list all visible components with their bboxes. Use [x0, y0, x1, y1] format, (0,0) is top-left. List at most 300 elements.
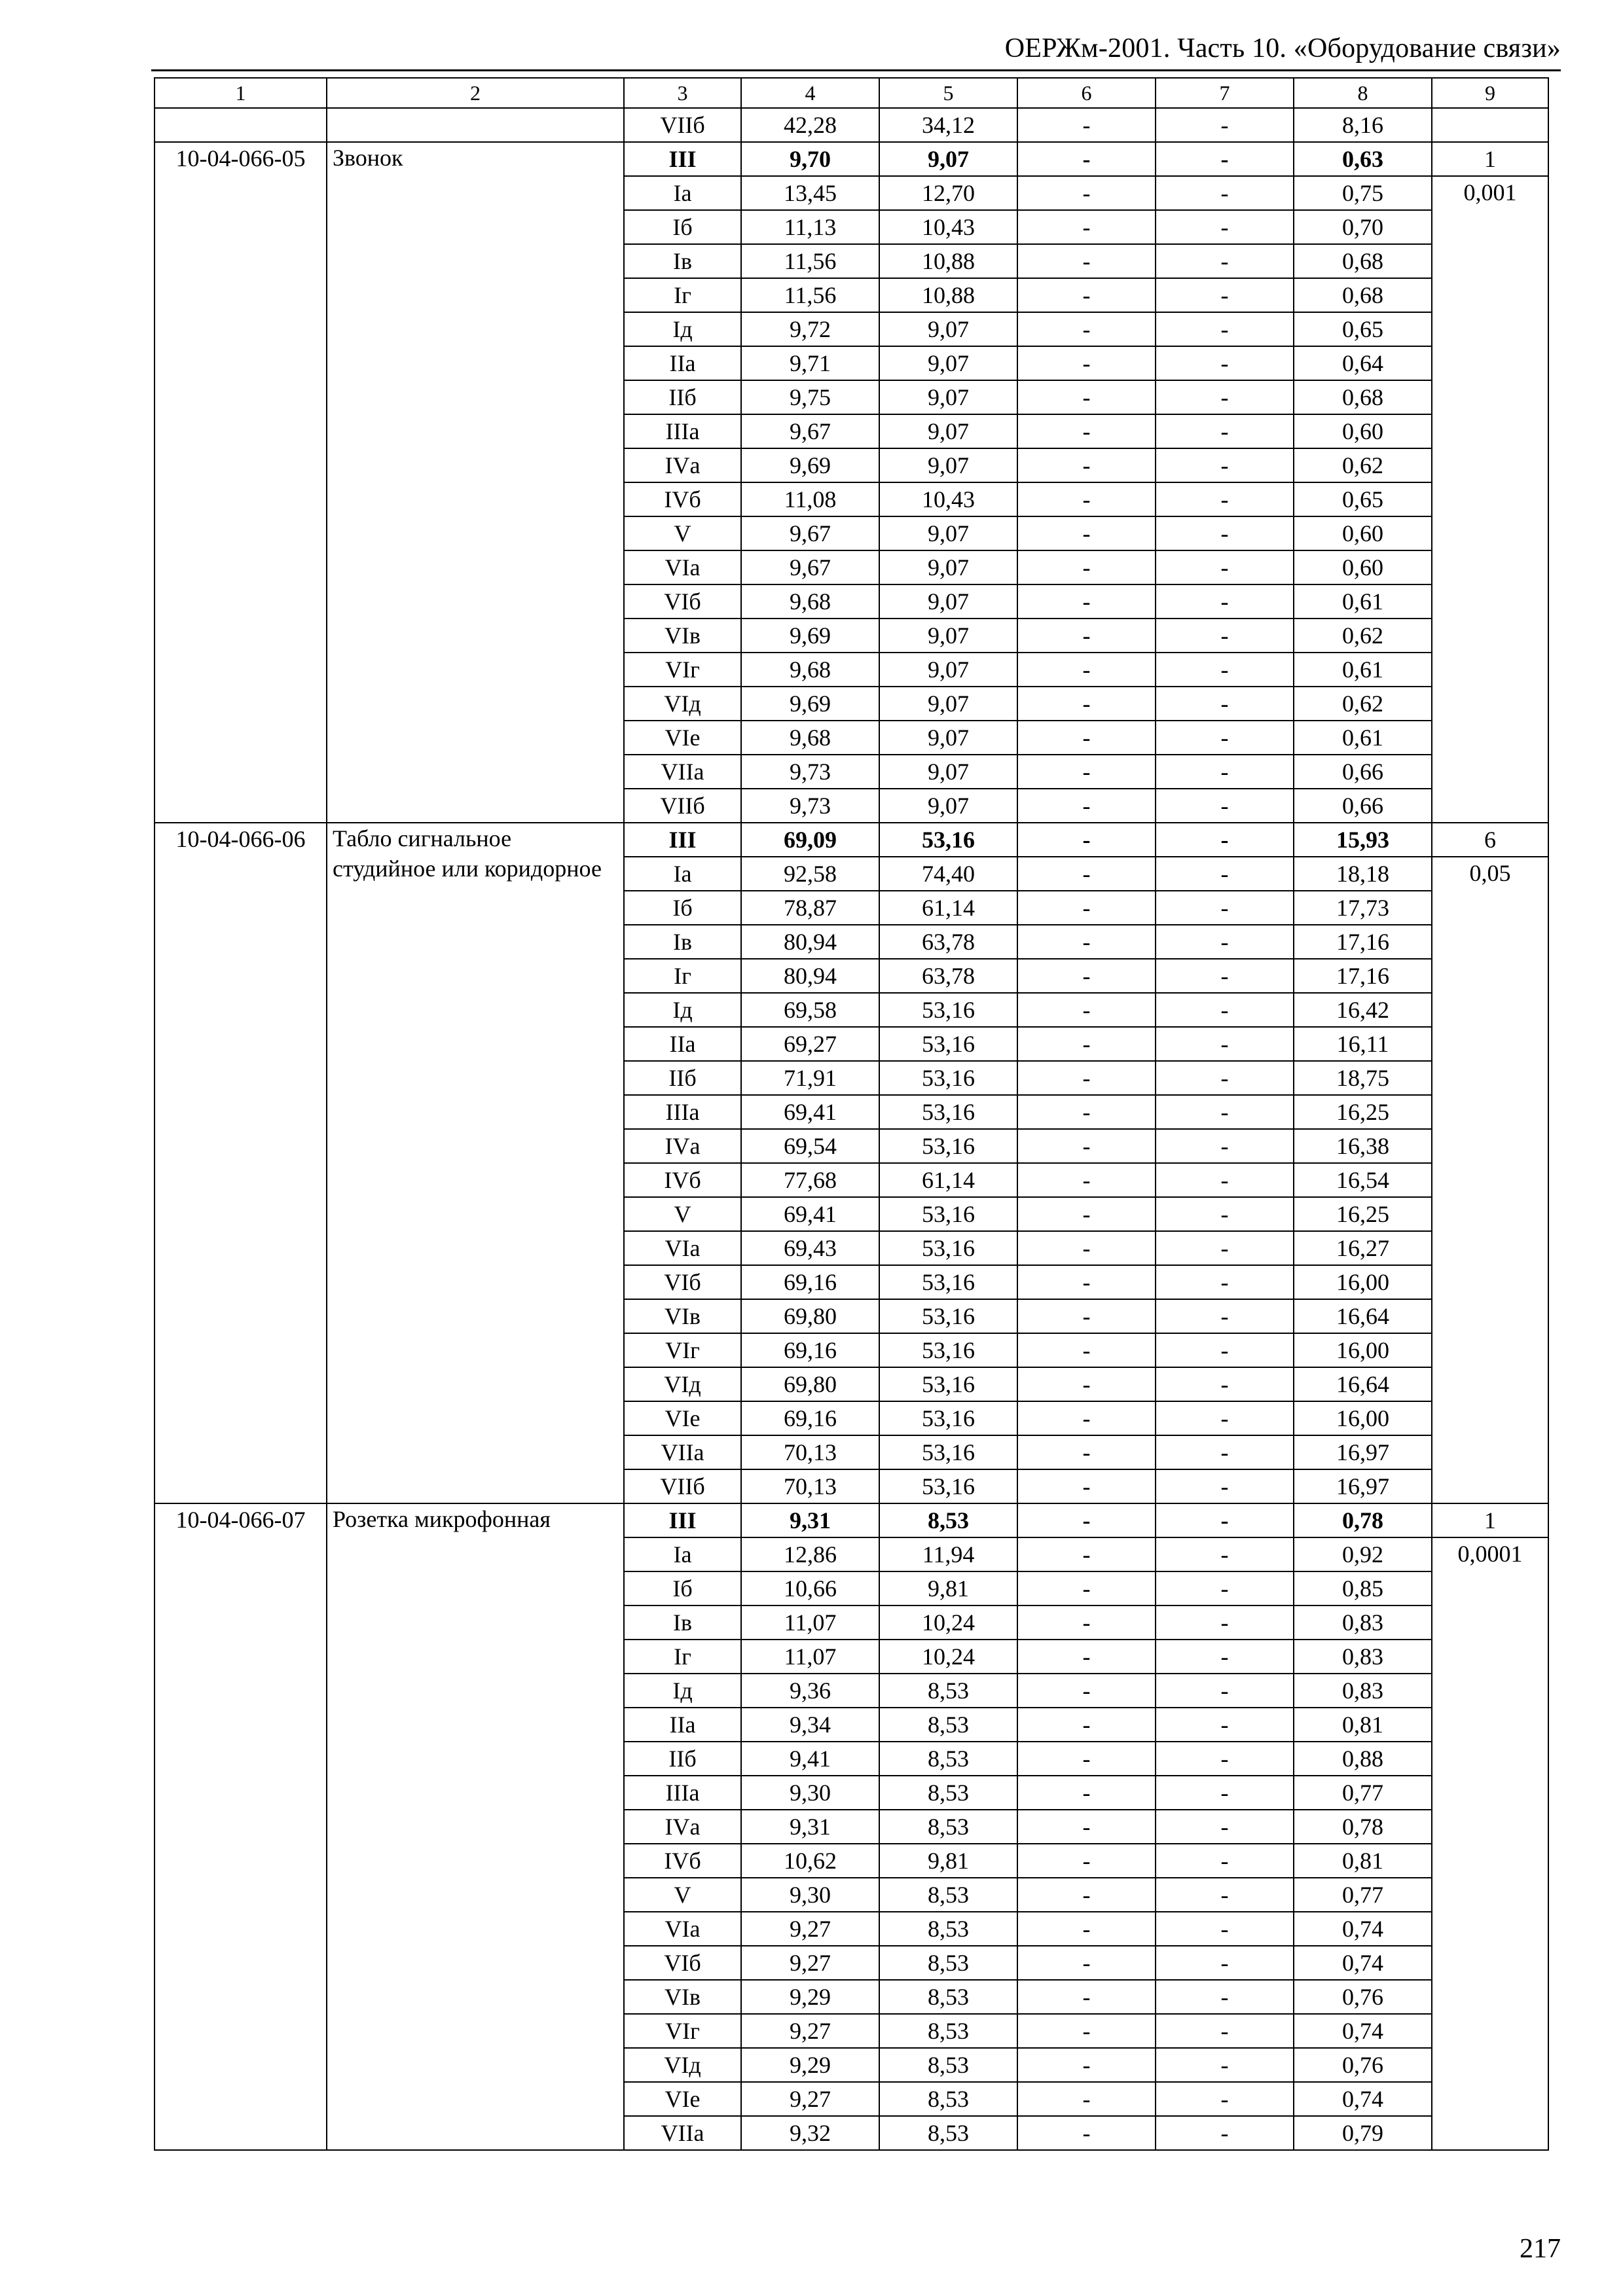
value-cell: 11,13 [741, 210, 879, 244]
value-cell: 69,41 [741, 1095, 879, 1129]
column-number: 1 [155, 78, 327, 108]
name-cell [327, 108, 624, 142]
value-cell: - [1017, 755, 1156, 789]
value-cell: 0,78 [1294, 1503, 1432, 1537]
value-cell: IVа [624, 1129, 741, 1163]
value-cell: - [1017, 2116, 1156, 2150]
value-cell: - [1156, 1674, 1294, 1708]
value-cell: 69,54 [741, 1129, 879, 1163]
value-cell: 0,60 [1294, 516, 1432, 550]
value-cell: IVб [624, 1163, 741, 1197]
column-number-row [155, 78, 1548, 108]
rate-name: Табло сигнальное студийное или коридорное [327, 823, 624, 1503]
value-cell: 53,16 [879, 1299, 1017, 1333]
value-cell: 69,80 [741, 1299, 879, 1333]
value-cell: 0,65 [1294, 482, 1432, 516]
rate-code: 10-04-066-07 [155, 1503, 327, 2150]
value-cell: 9,07 [879, 653, 1017, 687]
value-cell: - [1156, 1163, 1294, 1197]
value-cell: 8,53 [879, 1742, 1017, 1776]
value-cell: 0,61 [1294, 653, 1432, 687]
value-cell: 9,07 [879, 550, 1017, 584]
value-cell: 0,74 [1294, 1912, 1432, 1946]
value-cell: 10,43 [879, 210, 1017, 244]
value-cell: 53,16 [879, 1129, 1017, 1163]
value-cell: - [1017, 891, 1156, 925]
value-cell: 9,69 [741, 619, 879, 653]
value-cell: 9,07 [879, 448, 1017, 482]
value-cell: 11,08 [741, 482, 879, 516]
value-cell: 9,27 [741, 2014, 879, 2048]
value-cell: 9,29 [741, 1980, 879, 2014]
value-cell: 9,69 [741, 448, 879, 482]
value-cell: 16,25 [1294, 1197, 1432, 1231]
value-cell: 8,53 [879, 2048, 1017, 2082]
value-cell: 8,53 [879, 2116, 1017, 2150]
value-cell: 9,75 [741, 380, 879, 414]
value-cell: - [1156, 1197, 1294, 1231]
value-cell: - [1156, 687, 1294, 721]
value-cell: VIIа [624, 1435, 741, 1469]
value-cell: 9,30 [741, 1776, 879, 1810]
value-cell: 16,42 [1294, 993, 1432, 1027]
value-cell: VIа [624, 1912, 741, 1946]
rate-code: 10-04-066-05 [155, 142, 327, 823]
value-cell: VIе [624, 721, 741, 755]
value-cell: VIг [624, 1333, 741, 1367]
value-cell: - [1156, 823, 1294, 857]
value-cell: 92,58 [741, 857, 879, 891]
value-cell: - [1017, 584, 1156, 619]
column-number: 6 [1017, 78, 1156, 108]
value-cell: - [1156, 550, 1294, 584]
value-cell: IIб [624, 1061, 741, 1095]
value-cell: - [1156, 1061, 1294, 1095]
value-cell: Iб [624, 1571, 741, 1605]
value-cell: 10,66 [741, 1571, 879, 1605]
value-cell: 16,00 [1294, 1333, 1432, 1367]
value-cell: 9,41 [741, 1742, 879, 1776]
value-cell: - [1156, 414, 1294, 448]
column-number: 8 [1294, 78, 1432, 108]
value-cell: 16,00 [1294, 1401, 1432, 1435]
value-cell: 12,86 [741, 1537, 879, 1571]
value-cell: VIб [624, 1265, 741, 1299]
value-cell: VIв [624, 1299, 741, 1333]
value-cell: - [1156, 1435, 1294, 1469]
value-cell: 9,07 [879, 584, 1017, 619]
value-cell: 8,53 [879, 2082, 1017, 2116]
value-cell: - [1156, 959, 1294, 993]
value-cell: 0,62 [1294, 619, 1432, 653]
value-cell: VIе [624, 2082, 741, 2116]
value-cell: 8,53 [879, 1503, 1017, 1537]
value-cell: 63,78 [879, 959, 1017, 993]
value-cell: - [1156, 108, 1294, 142]
value-cell: - [1156, 653, 1294, 687]
value-cell: - [1156, 1980, 1294, 2014]
value-cell: - [1017, 993, 1156, 1027]
value-cell: 9,31 [741, 1810, 879, 1844]
value-cell: - [1017, 1163, 1156, 1197]
value-cell: - [1156, 619, 1294, 653]
value-cell: - [1017, 244, 1156, 278]
value-cell: 9,68 [741, 721, 879, 755]
value-cell: - [1156, 210, 1294, 244]
value-cell: 0,74 [1294, 2014, 1432, 2048]
value-cell: VIIа [624, 755, 741, 789]
value-cell: - [1156, 312, 1294, 346]
value-cell: - [1017, 653, 1156, 687]
value-cell: 53,16 [879, 1333, 1017, 1367]
value-cell: 9,07 [879, 346, 1017, 380]
column-number: 4 [741, 78, 879, 108]
value-cell: 0,60 [1294, 414, 1432, 448]
value-cell: 9,67 [741, 414, 879, 448]
value-cell: - [1156, 2048, 1294, 2082]
value-cell: 0,70 [1294, 210, 1432, 244]
value-cell: 0,88 [1294, 1742, 1432, 1776]
value-cell: - [1017, 1503, 1156, 1537]
value-cell: 63,78 [879, 925, 1017, 959]
value-cell: 8,53 [879, 1946, 1017, 1980]
column-number: 2 [327, 78, 624, 108]
value-cell: 16,27 [1294, 1231, 1432, 1265]
value-cell: 10,88 [879, 278, 1017, 312]
value-cell: 0,81 [1294, 1708, 1432, 1742]
value-cell: 11,56 [741, 278, 879, 312]
value-cell: - [1017, 1878, 1156, 1912]
value-cell: VIв [624, 1980, 741, 2014]
rate-name: Звонок [327, 142, 624, 823]
value-cell: - [1017, 857, 1156, 891]
value-cell: - [1017, 1640, 1156, 1674]
value-cell: - [1017, 1333, 1156, 1367]
value-cell: - [1017, 1674, 1156, 1708]
value-cell: - [1017, 312, 1156, 346]
value-cell: 9,07 [879, 619, 1017, 653]
value-cell: - [1017, 1231, 1156, 1265]
value-cell: - [1017, 1129, 1156, 1163]
value-cell: - [1156, 1129, 1294, 1163]
value-cell: 9,07 [879, 414, 1017, 448]
value-cell: 0,83 [1294, 1640, 1432, 1674]
value-cell: IVа [624, 448, 741, 482]
value-cell: 9,07 [879, 312, 1017, 346]
value-cell: Iв [624, 925, 741, 959]
value-cell: 0,66 [1294, 789, 1432, 823]
value-cell: IIа [624, 1708, 741, 1742]
value-cell: 0,63 [1294, 142, 1432, 176]
value-cell: 70,13 [741, 1435, 879, 1469]
col9-value: 0,0001 [1432, 1537, 1548, 2150]
value-cell: - [1017, 687, 1156, 721]
value-cell: 9,81 [879, 1571, 1017, 1605]
value-cell: - [1156, 857, 1294, 891]
value-cell: - [1156, 278, 1294, 312]
value-cell: 9,81 [879, 1844, 1017, 1878]
col9-value: 0,001 [1432, 176, 1548, 823]
value-cell: - [1017, 1844, 1156, 1878]
value-cell: 10,62 [741, 1844, 879, 1878]
value-cell: - [1017, 1708, 1156, 1742]
value-cell: 53,16 [879, 1265, 1017, 1299]
value-cell: 53,16 [879, 1435, 1017, 1469]
value-cell: 10,24 [879, 1640, 1017, 1674]
value-cell: 16,00 [1294, 1265, 1432, 1299]
value-cell: 9,68 [741, 653, 879, 687]
value-cell: 53,16 [879, 1401, 1017, 1435]
value-cell: 10,88 [879, 244, 1017, 278]
value-cell: - [1156, 1844, 1294, 1878]
value-cell: 8,53 [879, 1810, 1017, 1844]
value-cell: 16,25 [1294, 1095, 1432, 1129]
value-cell: 9,73 [741, 789, 879, 823]
value-cell: - [1017, 1469, 1156, 1503]
value-cell: - [1156, 1708, 1294, 1742]
value-cell: - [1156, 755, 1294, 789]
value-cell: VIд [624, 1367, 741, 1401]
value-cell: VIIб [624, 789, 741, 823]
value-cell: 16,38 [1294, 1129, 1432, 1163]
value-cell: VIд [624, 2048, 741, 2082]
value-cell: 0,62 [1294, 687, 1432, 721]
col9-value: 1 [1432, 142, 1548, 176]
value-cell: VIб [624, 584, 741, 619]
value-cell: - [1017, 2082, 1156, 2116]
value-cell: - [1156, 380, 1294, 414]
value-cell: 9,07 [879, 142, 1017, 176]
value-cell: - [1017, 1912, 1156, 1946]
rate-name: Розетка микрофонная [327, 1503, 624, 2150]
value-cell: - [1017, 959, 1156, 993]
value-cell: - [1017, 210, 1156, 244]
value-cell: 0,81 [1294, 1844, 1432, 1878]
value-cell: 0,83 [1294, 1674, 1432, 1708]
value-cell: - [1156, 482, 1294, 516]
value-cell: 0,74 [1294, 1946, 1432, 1980]
value-cell: 0,79 [1294, 2116, 1432, 2150]
column-number: 9 [1432, 78, 1548, 108]
value-cell: 80,94 [741, 925, 879, 959]
value-cell: - [1156, 1946, 1294, 1980]
value-cell: 71,91 [741, 1061, 879, 1095]
value-cell: 0,61 [1294, 584, 1432, 619]
value-cell: VIб [624, 1946, 741, 1980]
value-cell: 8,53 [879, 1912, 1017, 1946]
value-cell: 8,53 [879, 1878, 1017, 1912]
page-number: 217 [1520, 2234, 1561, 2264]
col9-value: 0,05 [1432, 857, 1548, 1503]
value-cell: 0,68 [1294, 244, 1432, 278]
value-cell: IIб [624, 1742, 741, 1776]
value-cell: - [1017, 1299, 1156, 1333]
value-cell: 9,71 [741, 346, 879, 380]
value-cell: 9,31 [741, 1503, 879, 1537]
value-cell: - [1017, 1537, 1156, 1571]
value-cell: IIIа [624, 1095, 741, 1129]
value-cell: 0,65 [1294, 312, 1432, 346]
value-cell: Iд [624, 993, 741, 1027]
value-cell: 53,16 [879, 1061, 1017, 1095]
value-cell: - [1017, 550, 1156, 584]
value-cell: 69,43 [741, 1231, 879, 1265]
value-cell: 9,73 [741, 755, 879, 789]
value-cell: Iг [624, 278, 741, 312]
value-cell: 9,67 [741, 550, 879, 584]
value-cell: 16,54 [1294, 1163, 1432, 1197]
value-cell: 53,16 [879, 1469, 1017, 1503]
value-cell: 69,09 [741, 823, 879, 857]
value-cell: - [1156, 1912, 1294, 1946]
value-cell: - [1017, 1435, 1156, 1469]
value-cell: 8,53 [879, 1708, 1017, 1742]
value-cell: 18,18 [1294, 857, 1432, 891]
value-cell: 0,77 [1294, 1776, 1432, 1810]
value-cell: - [1156, 516, 1294, 550]
value-cell: VIIб [624, 1469, 741, 1503]
value-cell: - [1017, 1367, 1156, 1401]
value-cell: 9,69 [741, 687, 879, 721]
value-cell: 0,68 [1294, 380, 1432, 414]
code-cell [155, 108, 327, 142]
value-cell: 9,36 [741, 1674, 879, 1708]
value-cell: 0,77 [1294, 1878, 1432, 1912]
table-row [155, 108, 1548, 142]
value-cell: - [1156, 1333, 1294, 1367]
value-cell: 78,87 [741, 891, 879, 925]
value-cell: 0,75 [1294, 176, 1432, 210]
value-cell: - [1156, 789, 1294, 823]
value-cell: 69,16 [741, 1401, 879, 1435]
value-cell: - [1017, 1027, 1156, 1061]
value-cell: 16,11 [1294, 1027, 1432, 1061]
value-cell: 17,16 [1294, 959, 1432, 993]
rate-code: 10-04-066-06 [155, 823, 327, 1503]
value-cell: 34,12 [879, 108, 1017, 142]
value-cell: 0,68 [1294, 278, 1432, 312]
value-cell: - [1156, 1742, 1294, 1776]
value-cell: - [1017, 2014, 1156, 2048]
value-cell: 9,07 [879, 380, 1017, 414]
value-cell: 9,68 [741, 584, 879, 619]
value-cell: 8,53 [879, 1674, 1017, 1708]
value-cell: - [1156, 1605, 1294, 1640]
value-cell: 0,74 [1294, 2082, 1432, 2116]
value-cell: 0,60 [1294, 550, 1432, 584]
value-cell: 80,94 [741, 959, 879, 993]
value-cell: 11,94 [879, 1537, 1017, 1571]
value-cell: 42,28 [741, 108, 879, 142]
value-cell: IIа [624, 346, 741, 380]
value-cell: 69,16 [741, 1265, 879, 1299]
value-cell: - [1156, 176, 1294, 210]
value-cell: III [624, 1503, 741, 1537]
value-cell: 77,68 [741, 1163, 879, 1197]
value-cell: - [1017, 1946, 1156, 1980]
value-cell: 8,53 [879, 1776, 1017, 1810]
value-cell: 8,53 [879, 1980, 1017, 2014]
value-cell: 9,07 [879, 516, 1017, 550]
value-cell: VIг [624, 653, 741, 687]
value-cell: 0,83 [1294, 1605, 1432, 1640]
value-cell: 17,73 [1294, 891, 1432, 925]
value-cell: 8,53 [879, 2014, 1017, 2048]
value-cell: 16,97 [1294, 1435, 1432, 1469]
col9-value: 6 [1432, 823, 1548, 857]
value-cell: 53,16 [879, 1231, 1017, 1265]
value-cell: 9,70 [741, 142, 879, 176]
value-cell: IVб [624, 482, 741, 516]
value-cell: Iа [624, 857, 741, 891]
value-cell: 69,16 [741, 1333, 879, 1367]
page-header-title: ОЕРЖм-2001. Часть 10. «Оборудование связи» [1004, 33, 1561, 63]
value-cell: 69,80 [741, 1367, 879, 1401]
value-cell: VIа [624, 550, 741, 584]
value-cell: - [1156, 1503, 1294, 1537]
value-cell: Iа [624, 176, 741, 210]
value-cell: 9,27 [741, 2082, 879, 2116]
value-cell: Iб [624, 210, 741, 244]
value-cell: - [1017, 278, 1156, 312]
value-cell: 9,07 [879, 789, 1017, 823]
value-cell: VIIа [624, 2116, 741, 2150]
value-cell: 15,93 [1294, 823, 1432, 857]
value-cell: - [1017, 1776, 1156, 1810]
value-cell: 16,64 [1294, 1299, 1432, 1333]
value-cell: 0,76 [1294, 1980, 1432, 2014]
header-rule [151, 69, 1561, 71]
value-cell: - [1017, 380, 1156, 414]
value-cell: 0,76 [1294, 2048, 1432, 2082]
column-number: 7 [1156, 78, 1294, 108]
value-cell: V [624, 1878, 741, 1912]
summary-row [155, 1503, 1548, 1537]
value-cell: 53,16 [879, 1027, 1017, 1061]
value-cell: - [1017, 108, 1156, 142]
value-cell: 69,41 [741, 1197, 879, 1231]
value-cell: 9,27 [741, 1912, 879, 1946]
value-cell: 69,58 [741, 993, 879, 1027]
value-cell: - [1156, 1878, 1294, 1912]
value-cell: VIд [624, 687, 741, 721]
value-cell: V [624, 516, 741, 550]
value-cell: VIIб [624, 108, 741, 142]
value-cell: Iв [624, 244, 741, 278]
value-cell: 9,07 [879, 687, 1017, 721]
value-cell: 9,07 [879, 721, 1017, 755]
value-cell: 13,45 [741, 176, 879, 210]
value-cell: - [1156, 1299, 1294, 1333]
summary-row [155, 142, 1548, 176]
summary-row [155, 823, 1548, 857]
column-number: 3 [624, 78, 741, 108]
value-cell: IIб [624, 380, 741, 414]
value-cell: - [1017, 1810, 1156, 1844]
value-cell: IVа [624, 1810, 741, 1844]
col9-cell [1432, 108, 1548, 142]
value-cell: - [1156, 925, 1294, 959]
value-cell: 61,14 [879, 1163, 1017, 1197]
value-cell: - [1156, 1231, 1294, 1265]
value-cell: III [624, 823, 741, 857]
value-cell: - [1156, 142, 1294, 176]
value-cell: Iа [624, 1537, 741, 1571]
value-cell: 0,66 [1294, 755, 1432, 789]
value-cell: - [1156, 1469, 1294, 1503]
value-cell: - [1156, 1571, 1294, 1605]
col9-value: 1 [1432, 1503, 1548, 1537]
